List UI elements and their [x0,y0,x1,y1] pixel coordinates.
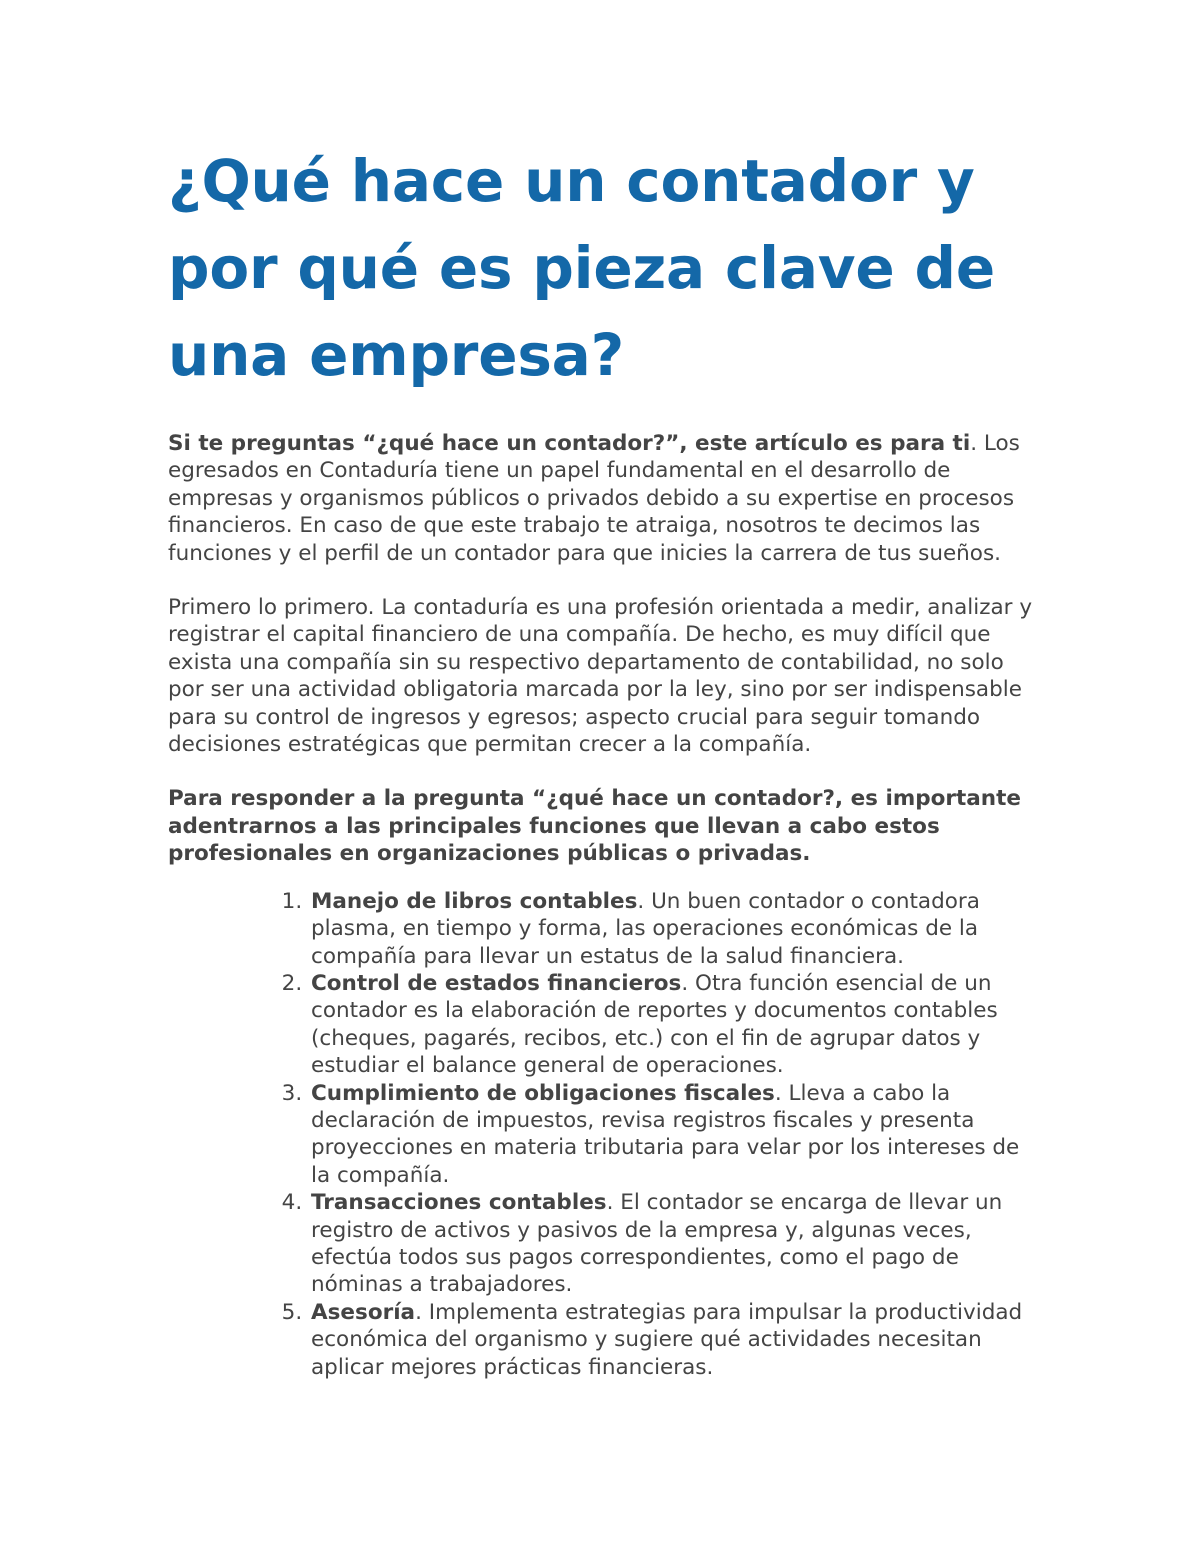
list-item-text: . Otra función esencial de un contador es la elaboración de reportes y documentos contables (cheques, pagarés, recibos, etc.) con el fin de agrupar datos y estudiar el balance general de operaciones. [311,970,998,1079]
list-item-text: . Un buen contador o contadora plasma, en tiempo y forma, las operaciones económicas de la compañía para llevar un estatus de la salud financiera. [311,888,980,969]
list-item [309,970,1038,1080]
intro-bold-lead: Si te preguntas “¿qué hace un contador?”, este artículo es para ti [168,431,971,456]
list-item [309,1299,1038,1381]
list-item-text: . El contador se encarga de llevar un registro de activos y pasivos de la empresa y, algunas veces, efectúa todos sus pagos correspondientes, como el pago de nóminas a trabajadores. [311,1190,1003,1298]
page-title: ¿Qué hace un contador y por qué es pieza clave de una empresa? [168,147,995,389]
list-item-term: Cumplimiento de obligaciones fiscales [311,1080,775,1106]
list-item [309,1080,1038,1190]
list-item-term: Manejo de libros contables [311,888,638,914]
intro-paragraph [168,430,1038,567]
list-item [309,888,1038,970]
list-item-term: Control de estados financieros [311,970,682,996]
document-page [168,138,1038,1381]
list-item-term: Transacciones contables [311,1190,607,1216]
list-item-text: . Implementa estrategias para impulsar la productividad económica del organismo y sugiere qué actividades necesitan aplicar mejores prácticas financieras. [311,1299,1023,1380]
functions-lead-paragraph: Para responder a la pregunta “¿qué hace un contador?, es importante adentrarnos a las principales funciones que llevan a cabo estos profesionales en organizaciones públicas o privadas. [168,786,1021,867]
list-item-term: Asesoría [311,1299,416,1325]
functions-list [168,888,1038,1381]
intro-text: . Los egresados en Contaduría tiene un papel fundamental en el desarrollo de empresas y organismos públicos o privados debido a su expertise en procesos financieros. En caso de que este trabajo te atraiga, nosotros te decimos las funciones y el perfil de un contador para que inicies la carrera de tus sueños. [168,431,1020,566]
body-paragraph: Primero lo primero. La contaduría es una profesión orientada a medir, analizar y registrar el capital financiero de una compañía. De hecho, es muy difícil que exista una compañía sin su respectivo departamento de contabilidad, no solo por ser una actividad obligatoria marcada por la ley, sino por ser indispensable para su control de ingresos y egresos; aspecto crucial para seguir tomando decisiones estratégicas que permitan crecer a la compañía. [168,595,1033,758]
list-item [309,1189,1038,1299]
list-item-text: . Lleva a cabo la declaración de impuestos, revisa registros fiscales y presenta proyecciones en materia tributaria para velar por los intereses de la compañía. [311,1080,1020,1188]
